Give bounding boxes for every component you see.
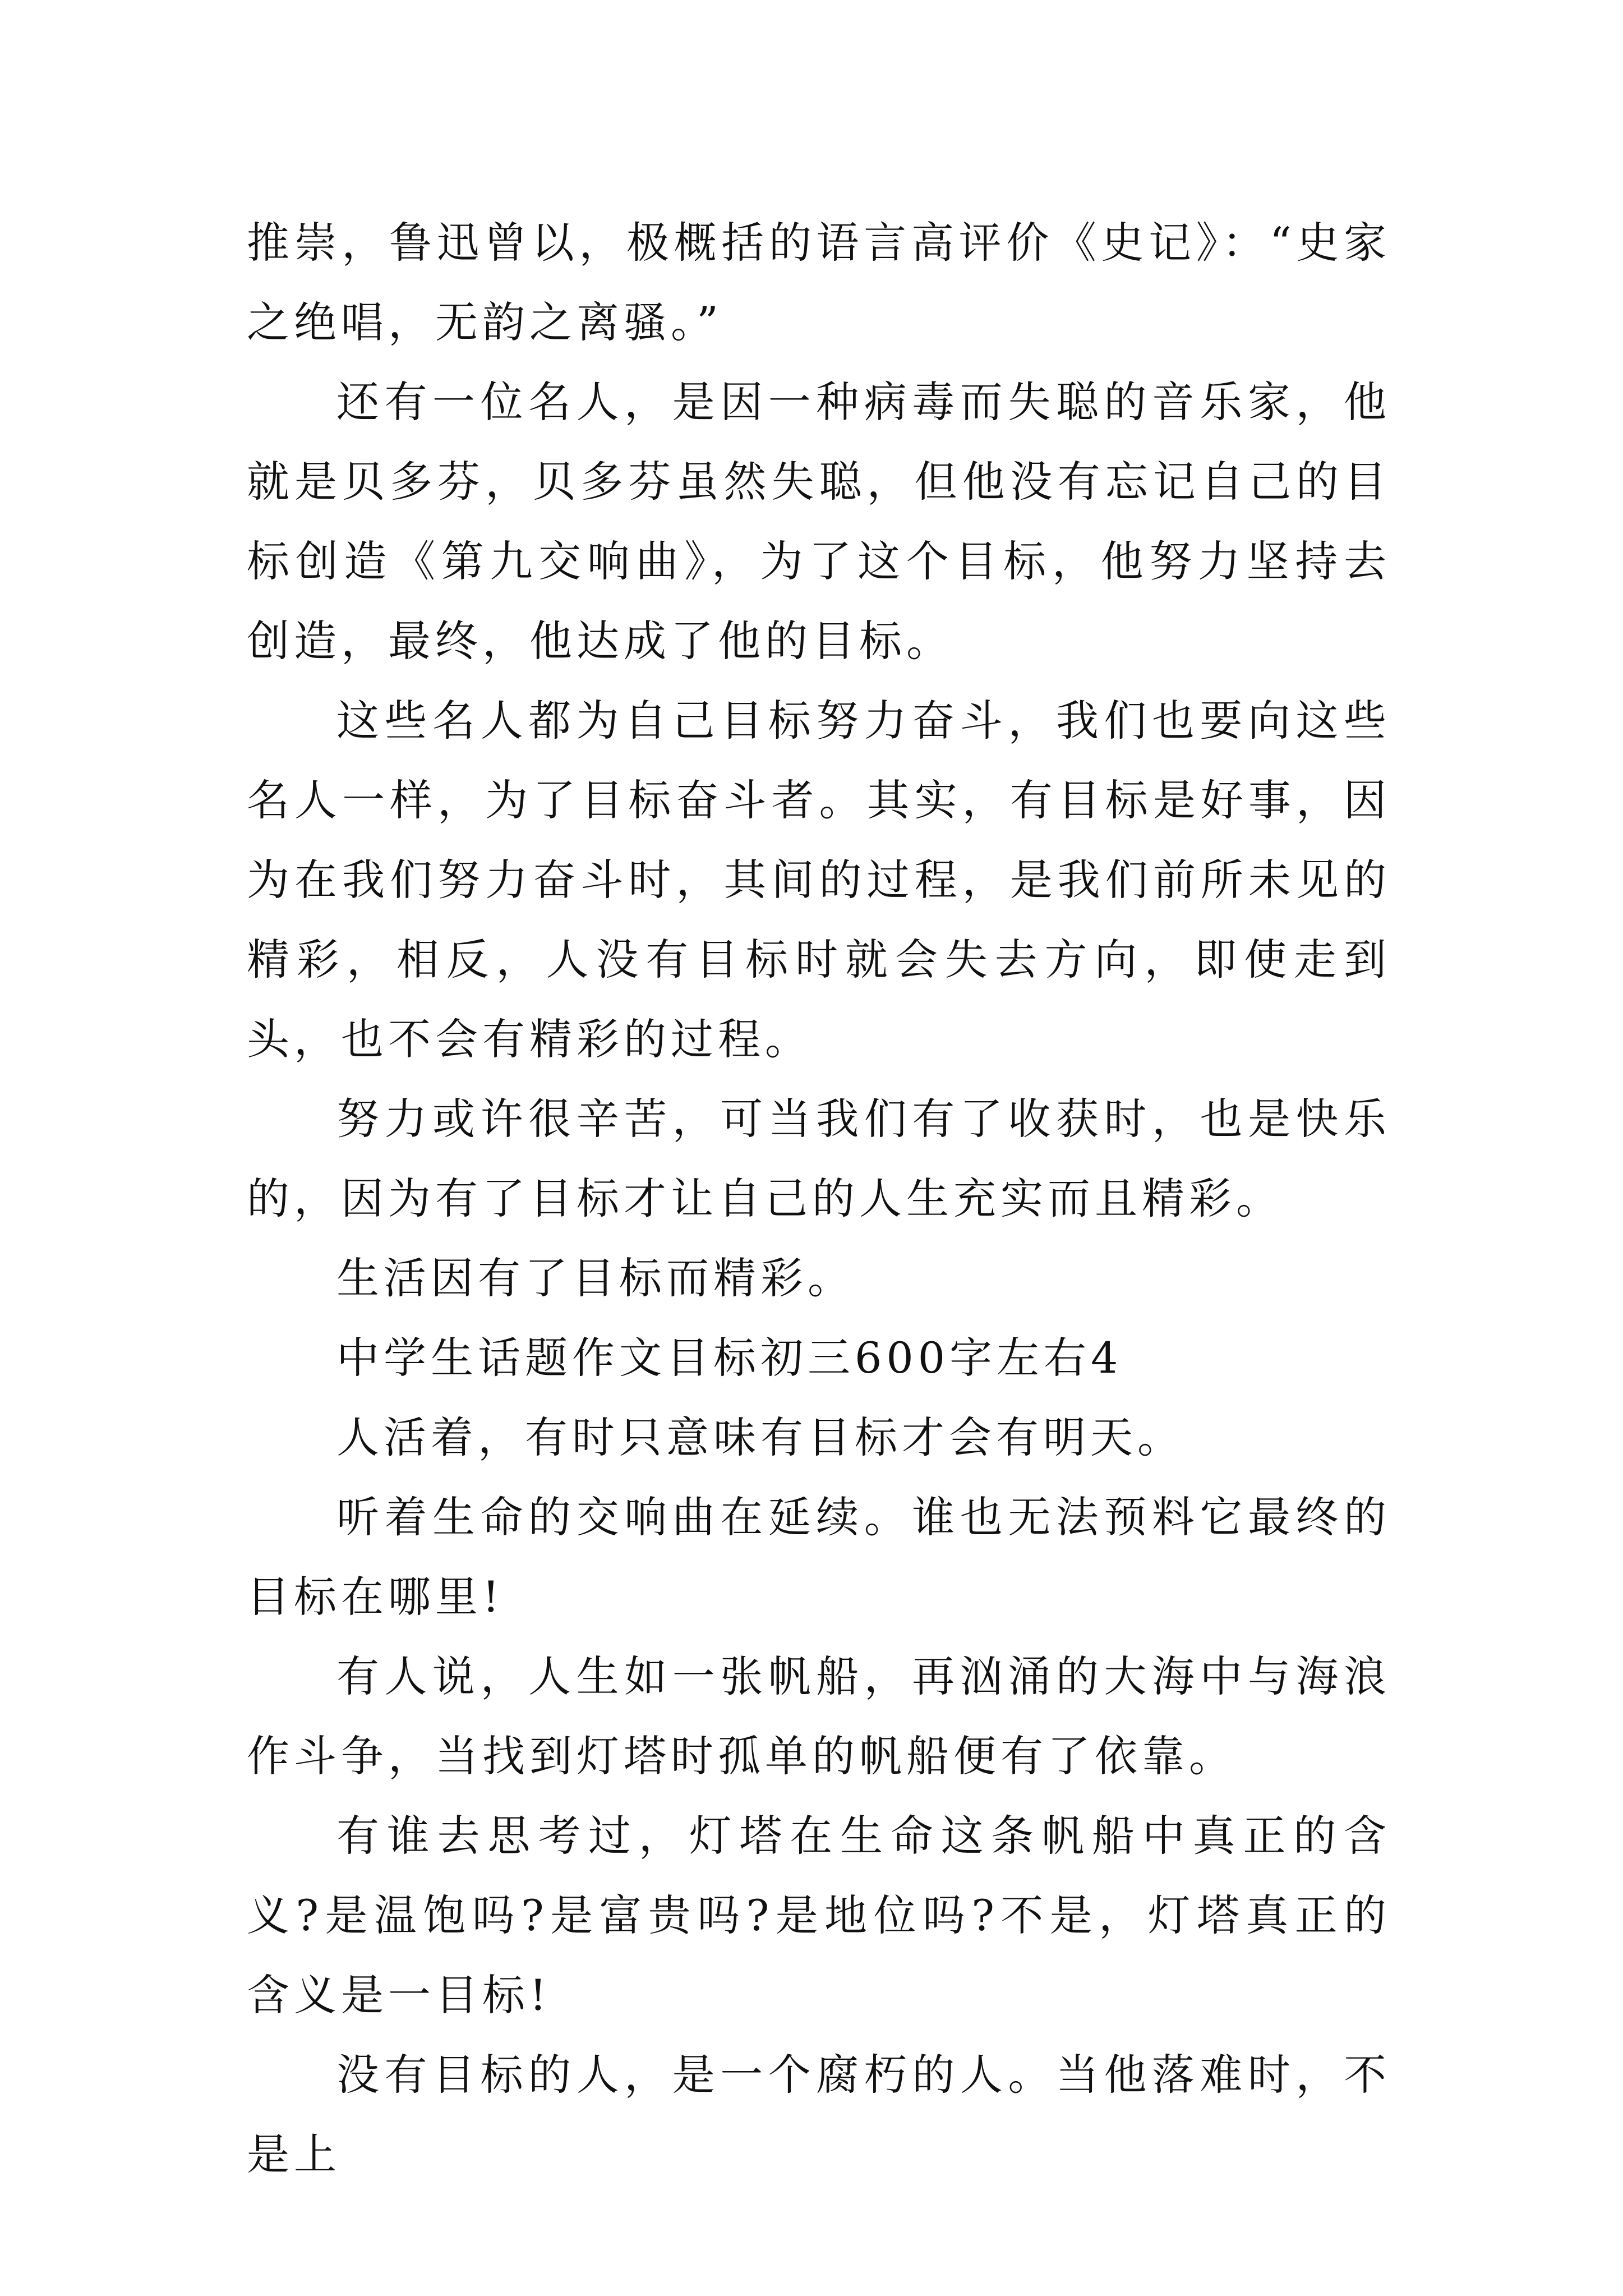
paragraph: 这些名人都为自己目标努力奋斗，我们也要向这些名人一样，为了目标奋斗者。其实，有目标是好事，因为在我们努力奋斗时，其间的过程，是我们前所未见的精彩，相反，人没有目标时就会失去方向，即使走到头，也不会有精彩的过程。	[247, 696, 1391, 1064]
paragraph: 生活因有了目标而精彩。	[336, 1253, 855, 1303]
paragraph: 还有一位名人，是因一种病毒而失聪的音乐家，他就是贝多芬，贝多芬虽然失聪，但他没有忘记自己的目标创造《第九交响曲》，为了这个目标，他努力坚持去创造，最终，他达成了他的目标。	[247, 377, 1391, 666]
paragraph: 努力或许很辛苦，可当我们有了收获时，也是快乐的，因为有了目标才让自己的人生充实而且精彩。	[247, 1094, 1391, 1223]
paragraph: 推崇，鲁迅曾以，极概括的语言高评价《史记》：“史家之绝唱，无韵之离骚。”	[247, 218, 1391, 347]
section-heading: 中学生话题作文目标初三600字左右4	[336, 1333, 1123, 1383]
paragraph: 有谁去思考过，灯塔在生命这条帆船中真正的含义?是温饱吗?是富贵吗?是地位吗?不是，灯塔真正的含义是一目标!	[247, 1811, 1391, 2020]
paragraph: 听着生命的交响曲在延续。谁也无法预料它最终的目标在哪里!	[247, 1492, 1391, 1622]
document-body	[247, 203, 1391, 2194]
paragraph: 没有目标的人，是一个腐朽的人。当他落难时，不是上	[247, 2050, 1391, 2179]
paragraph: 人活着，有时只意味有目标才会有明天。	[336, 1412, 1184, 1462]
paragraph: 有人说，人生如一张帆船，再汹涌的大海中与海浪作斗争，当找到灯塔时孤单的帆船便有了依靠。	[247, 1651, 1391, 1781]
